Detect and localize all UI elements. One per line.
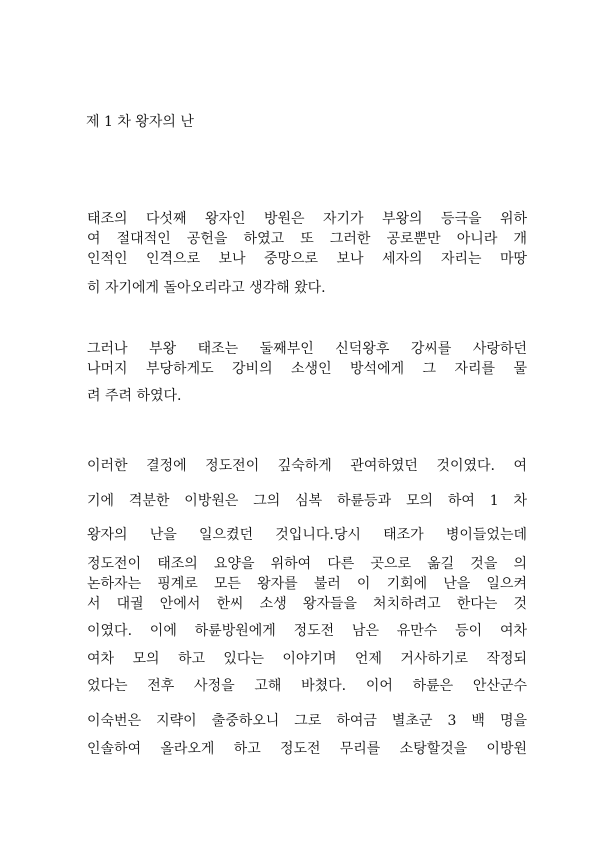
text-line: 논하자는 핑계로 모든 왕자를 불러 이 기회에 난을 일으켜 [87, 576, 527, 592]
text-line: 히 자기에게 돌아오리라고 생각해 왔다. [87, 280, 326, 296]
text-line: 왕자의 난을 일으켰던 것입니다.당시 태조가 병이들었는데 [87, 527, 527, 543]
document-title: 제 1 차 왕자의 난 [86, 114, 194, 130]
text-line: 서 대궐 안에서 한씨 소생 왕자들을 처치하려고 한다는 것 [87, 596, 527, 612]
text-line: 기에 격분한 이방원은 그의 심복 하륜등과 모의 하여 1 차 [87, 493, 527, 509]
text-line: 려 주려 하였다. [87, 388, 182, 404]
text-line: 여차 모의 하고 있다는 이야기며 언제 거사하기로 작정되 [87, 651, 527, 667]
text-line: 었다는 전후 사정을 고해 바쳤다. 이어 하륜은 안산군수 [87, 678, 527, 694]
text-line: 이였다. 이에 하륜방원에게 정도전 남은 유만수 등이 여차 [87, 623, 527, 639]
text-line: 나머지 부당하게도 강비의 소생인 방석에게 그 자리를 물 [87, 361, 527, 377]
text-line: 이러한 결정에 정도전이 깊숙하게 관여하였던 것이였다. 여 [87, 458, 527, 474]
text-line: 인적인 인격으로 보나 중망으로 보나 세자의 자리는 마땅 [87, 251, 527, 267]
text-line: 여 절대적인 공헌을 하였고 또 그러한 공로뿐만 아니라 개 [87, 231, 527, 247]
text-line: 그러나 부왕 태조는 둘째부인 신덕왕후 강씨를 사랑하던 [87, 341, 527, 357]
text-line: 인솔하여 올라오게 하고 정도전 무리를 소탕할것을 이방원 [87, 741, 527, 757]
text-line: 정도전이 태조의 요양을 위하여 다른 곳으로 옮길 것을 의 [87, 556, 527, 572]
text-line: 이숙번은 지략이 출중하오니 그로 하여금 별초군 3 백 명을 [87, 713, 527, 729]
text-line: 태조의 다섯째 왕자인 방원은 자기가 부왕의 등극을 위하 [87, 211, 527, 227]
